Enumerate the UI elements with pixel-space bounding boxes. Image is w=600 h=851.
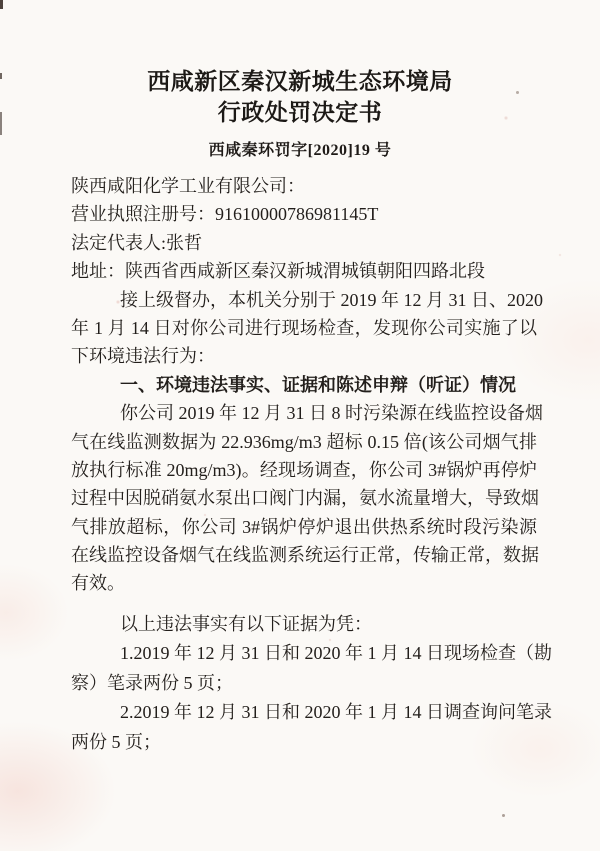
evidence-item-1-line-1: 1.2019 年 12 月 31 日和 2020 年 1 月 14 日现场检查（勘 (120, 643, 552, 664)
document-body (71, 172, 552, 757)
evidence-item-2-line-1: 2.2019 年 12 月 31 日和 2020 年 1 月 14 日调查询问笔录 (120, 702, 552, 723)
inspection-intro-line-3: 下环境违法行为： (71, 346, 215, 367)
document-number: 西咸秦环罚字[2020]19 号 (208, 142, 392, 159)
section-one-heading: 一、环境违法事实、证据和陈述申辩（听证）情况 (120, 374, 516, 395)
legal-representative-line: 法定代表人:张哲 (71, 232, 203, 253)
violation-facts-line-4: 过程中因脱硝氨水泵出口阀门内漏，氨水流量增大，导致烟 (71, 488, 539, 509)
inspection-intro-line-2: 年 1 月 14 日对你公司进行现场检查，发现你公司实施了以 (71, 317, 537, 338)
violation-facts-line-5: 气排放超标，你公司 3#锅炉停炉退出供热系统时段污染源 (71, 516, 537, 537)
violation-facts-line-2: 气在线监测数据为 22.936mg/m3 超标 0.15 倍(该公司烟气排 (71, 431, 537, 452)
evidence-intro-line: 以上违法事实有以下证据为凭： (120, 613, 372, 634)
issuing-authority-title: 西咸新区秦汉新城生态环境局 (147, 69, 453, 94)
violation-facts-line-3: 放执行标准 20mg/m3)。经现场调查，你公司 3#锅炉再停炉 (71, 459, 537, 480)
evidence-item-1-line-2: 察）笔录两份 5 页； (71, 672, 233, 693)
violation-facts-line-1: 你公司 2019 年 12 月 31 日 8 时污染源在线监控设备烟 (120, 403, 543, 424)
scan-artifact (502, 814, 505, 817)
scan-artifact (0, 0, 3, 9)
evidence-item-2-line-2: 两份 5 页； (71, 731, 161, 752)
document-type-title: 行政处罚决定书 (217, 100, 383, 125)
inspection-intro-line-1: 接上级督办，本机关分别于 2019 年 12 月 31 日、2020 (120, 289, 543, 310)
business-license-line: 营业执照注册号：91610000786981145T (71, 204, 379, 225)
document-title (0, 66, 600, 128)
address-line: 地址：陕西省西咸新区秦汉新城渭城镇朝阳四路北段 (71, 261, 485, 282)
violation-facts-line-7: 有效。 (71, 573, 125, 594)
recipient-company-line: 陕西咸阳化学工业有限公司： (71, 176, 305, 196)
violation-facts-line-6: 在线监控设备烟气在线监测系统运行正常，传输正常，数据 (71, 545, 539, 566)
